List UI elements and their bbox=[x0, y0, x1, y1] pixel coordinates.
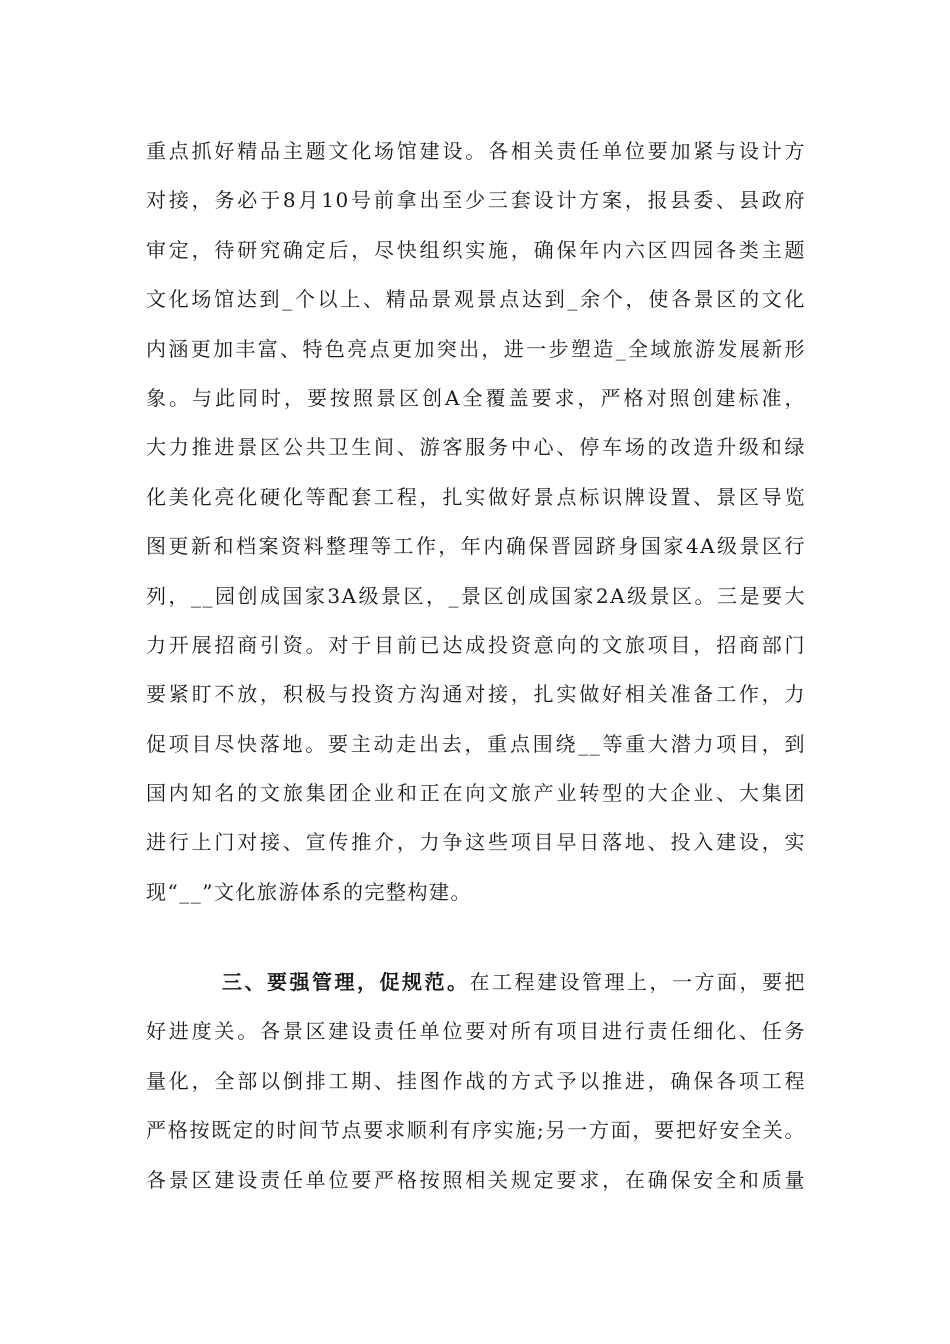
section-heading: 三、要强管理，促规范。 bbox=[222, 970, 470, 994]
text-line: 严格按既定的时间节点要求顺利有序实施;另一方面，要把好安全关。 bbox=[146, 1118, 806, 1143]
text-line: 大力推进景区公共卫生间、游客服务中心、停车场的改造升级和绿 bbox=[146, 435, 806, 460]
text-line: 各景区建设责任单位要严格按照相关规定要求，在确保安全和质量 bbox=[146, 1167, 806, 1192]
text-line: 力开展招商引资。对于目前已达成投资意向的文旅项目，招商部门 bbox=[146, 632, 806, 657]
text-line: 列，__园创成国家3A级景区，_景区创成国家2A级景区。三是要大 bbox=[146, 583, 806, 608]
paragraph-strengthen-management bbox=[146, 958, 806, 1205]
text-line: 量化，全部以倒排工期、挂图作战的方式予以推进，确保各项工程 bbox=[146, 1068, 806, 1093]
text-line: 好进度关。各景区建设责任单位要对所有项目进行责任细化、任务 bbox=[146, 1019, 806, 1044]
text-line: 化美化亮化硬化等配套工程，扎实做好景点标识牌设置、景区导览 bbox=[146, 484, 806, 509]
text-line: 促项目尽快落地。要主动走出去，重点围绕__等重大潜力项目，到 bbox=[146, 731, 806, 756]
text-line-first bbox=[146, 958, 806, 1007]
text-line: 国内知名的文旅集团企业和正在向文旅产业转型的大企业、大集团 bbox=[146, 781, 806, 806]
text-line: 内涵更加丰富、特色亮点更加突出，进一步塑造_全域旅游发展新形 bbox=[146, 336, 806, 361]
text-line: 进行上门对接、宣传推介，力争这些项目早日落地、投入建设，实 bbox=[146, 830, 806, 855]
text-line: 对接，务必于8月10号前拿出至少三套设计方案，报县委、县政府 bbox=[146, 188, 806, 213]
text-line: 文化场馆达到_个以上、精品景观景点达到_余个，使各景区的文化 bbox=[146, 287, 806, 312]
text-line-rest: 在工程建设管理上，一方面，要把 bbox=[469, 970, 806, 994]
paragraph-tourism-construction bbox=[146, 127, 806, 917]
text-line: 象。与此同时，要按照景区创A全覆盖要求，严格对照创建标准， bbox=[146, 385, 806, 410]
text-line: 要紧盯不放，积极与投资方沟通对接，扎实做好相关准备工作，力 bbox=[146, 682, 806, 707]
text-line: 审定，待研究确定后，尽快组织实施，确保年内六区四园各类主题 bbox=[146, 237, 806, 262]
text-line: 重点抓好精品主题文化场馆建设。各相关责任单位要加紧与设计方 bbox=[146, 139, 806, 163]
text-line: 现“__”文化旅游体系的完整构建。 bbox=[146, 879, 472, 904]
text-line: 图更新和档案资料整理等工作，年内确保晋园跻身国家4A级景区行 bbox=[146, 534, 806, 559]
